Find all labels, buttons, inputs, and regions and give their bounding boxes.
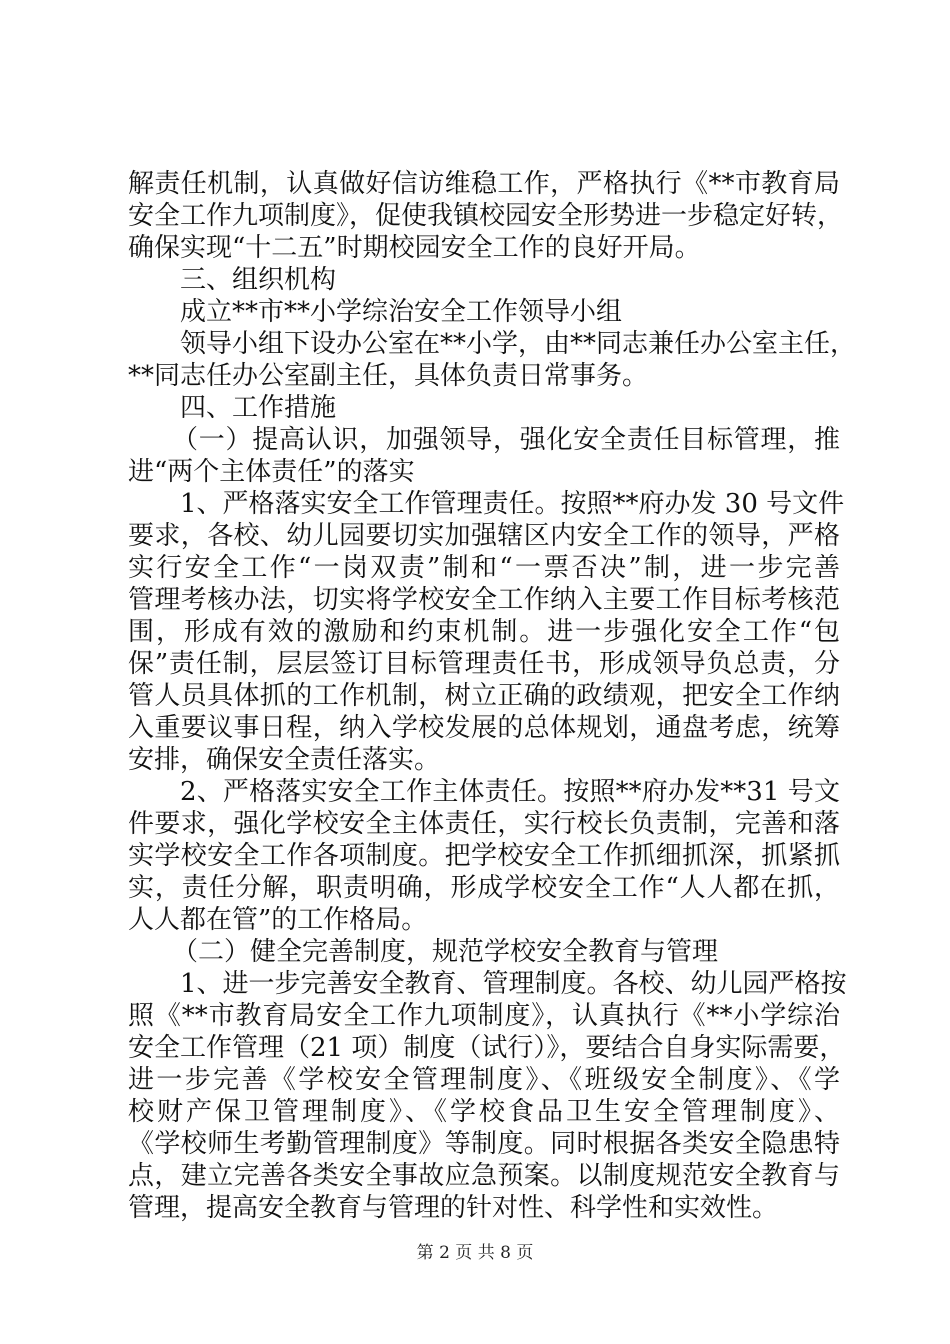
text-line: 管人员具体抓的工作机制，树立正确的政绩观，把安全工作纳 xyxy=(128,681,840,711)
text-line: 解责任机制，认真做好信访维稳工作，严格执行《**市教育局 xyxy=(128,169,840,199)
text-line: 安全工作管理（21 项）制度（试行）》，要结合自身实际需要， xyxy=(128,1033,846,1063)
text-line: 校财产保卫管理制度》、《学校食品卫生安全管理制度》、 xyxy=(128,1097,840,1127)
text-line: 入重要议事日程，纳入学校发展的总体规划，通盘考虑，统筹 xyxy=(128,713,840,743)
text-line: 实学校安全工作各项制度。把学校安全工作抓细抓深，抓紧抓 xyxy=(128,841,840,871)
text-line: 管理，提高安全教育与管理的针对性、科学性和实效性。 xyxy=(128,1193,779,1223)
text-line: 保”责任制，层层签订目标管理责任书，形成领导负总责，分 xyxy=(128,649,840,679)
text-line: 1、进一步完善安全教育、管理制度。各校、幼儿园严格按 xyxy=(180,969,847,999)
text-line: 确保实现“十二五”时期校园安全工作的良好开局。 xyxy=(128,233,701,263)
text-line: 安全工作九项制度》，促使我镇校园安全形势进一步稳定好转， xyxy=(128,201,844,231)
text-line: 围，形成有效的激励和约束机制。进一步强化安全工作“包 xyxy=(128,617,840,647)
text-line: 成立**市**小学综治安全工作领导小组 xyxy=(180,297,623,327)
document-body xyxy=(128,168,857,1224)
text-line: 管理考核办法，切实将学校安全工作纳入主要工作目标考核范 xyxy=(128,585,840,615)
text-line: 安排，确保安全责任落实。 xyxy=(128,745,441,775)
text-line: 人人都在管”的工作格局。 xyxy=(128,905,428,935)
page-footer xyxy=(0,1238,950,1263)
text-line: 照《**市教育局安全工作九项制度》，认真执行《**小学综治 xyxy=(128,1001,840,1031)
text-line: 《学校师生考勤管理制度》等制度。同时根据各类安全隐患特 xyxy=(128,1129,840,1159)
text-line: 件要求，强化学校安全主体责任，实行校长负责制，完善和落 xyxy=(128,809,840,839)
text-line: 四、工作措施 xyxy=(180,393,337,423)
text-line: 点，建立完善各类安全事故应急预案。以制度规范安全教育与 xyxy=(128,1161,840,1191)
text-line: **同志任办公室副主任，具体负责日常事务。 xyxy=(128,361,649,391)
text-line: （一）提高认识，加强领导，强化安全责任目标管理，推 xyxy=(172,425,840,455)
text-line: 2、严格落实安全工作主体责任。按照**府办发**31 号文 xyxy=(180,777,840,807)
text-line: 三、组织机构 xyxy=(180,265,337,295)
text-line: 进“两个主体责任”的落实 xyxy=(128,457,415,487)
text-line: 进一步完善《学校安全管理制度》、《班级安全制度》、《学 xyxy=(128,1065,840,1095)
text-line: 1、严格落实安全工作管理责任。按照**府办发 30 号文件 xyxy=(180,489,845,519)
page-number-label: 第 2 页 共 8 页 xyxy=(416,1243,534,1263)
text-line: （二）健全完善制度，规范学校安全教育与管理 xyxy=(172,937,719,967)
text-line: 领导小组下设办公室在**小学，由**同志兼任办公室主任， xyxy=(180,329,857,359)
text-line: 要求，各校、幼儿园要切实加强辖区内安全工作的领导，严格 xyxy=(128,521,840,551)
text-line: 实，责任分解，职责明确，形成学校安全工作“人人都在抓， xyxy=(128,873,840,903)
text-line: 实行安全工作“一岗双责”制和“一票否决”制，进一步完善 xyxy=(128,553,840,583)
